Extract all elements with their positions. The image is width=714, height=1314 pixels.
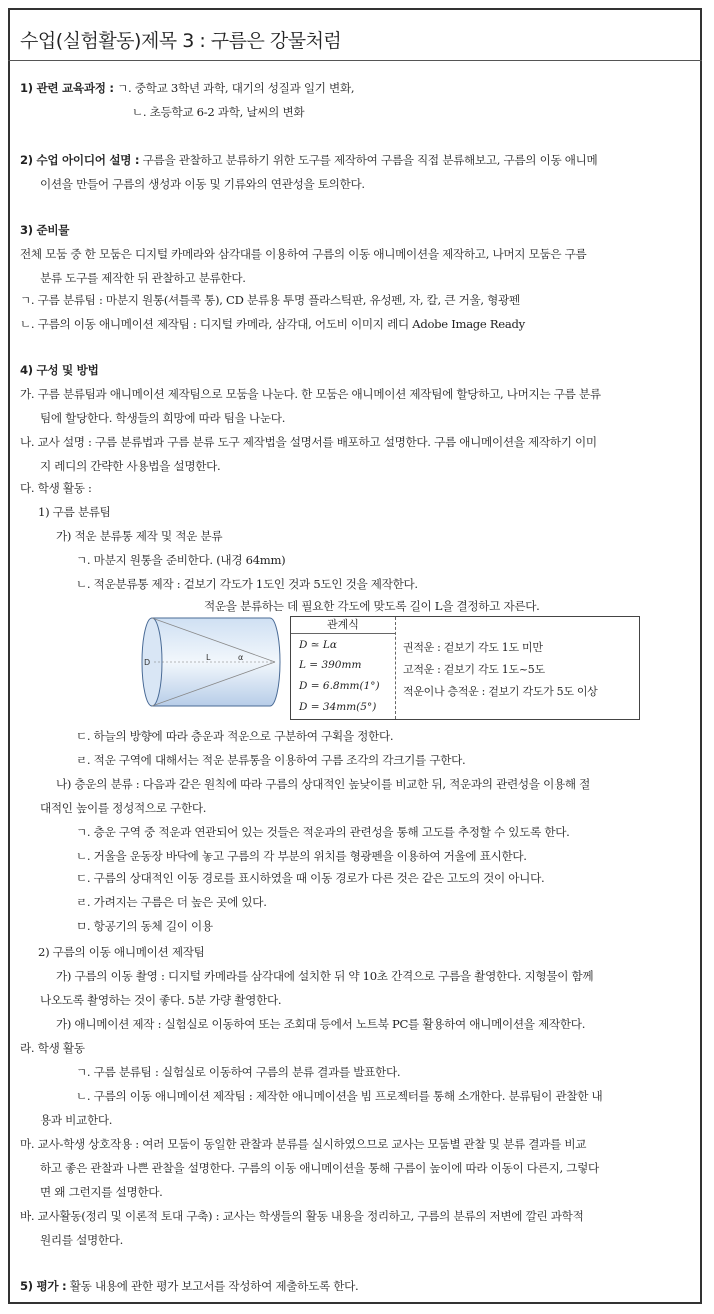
section-2 (20, 152, 597, 168)
section-1-heading: 1) 관련 교육과정 : (20, 81, 114, 95)
section-1-item-2: ㄴ. 초등학교 6-2 과학, 날씨의 변화 (132, 105, 305, 119)
label-d: D (144, 658, 151, 667)
title-divider (8, 60, 702, 61)
section-4-na-2: 지 레디의 간략한 사용법을 설명한다. (40, 459, 221, 473)
formula-heading: 관계식 (291, 617, 395, 634)
section-5-heading: 5) 평가 : (20, 1279, 67, 1293)
section-3-line-3: ㄱ. 구름 분류팀 : 마분지 원통(셔틀콕 통), CD 분류용 투명 플라스틱판, 유성펜, 자, 칼, 큰 거울, 형광펜 (20, 293, 520, 307)
team-2-step-a-2: 나오도록 촬영하는 것이 좋다. 5분 가량 촬영한다. (40, 993, 282, 1007)
team-2-step-a-1: 가) 구름의 이동 촬영 : 디지털 카메라를 삼각대에 설치한 뒤 약 10초 간격으로 구름을 촬영한다. 지형물이 함께 (56, 969, 594, 983)
cylinder-diagram (140, 614, 285, 709)
section-4-ga-2: 팀에 할당한다. 학생들의 희망에 따라 팀을 나눈다. (40, 411, 286, 425)
label-alpha: α (238, 653, 244, 662)
section-2-heading: 2) 수업 아이디어 설명 : (20, 153, 140, 167)
formula-3: D = 6.8mm(1°) (299, 680, 380, 692)
team-1-step-b-c: ㄷ. 구름의 상대적인 이동 경로를 표시하였을 때 이동 경로가 다른 것은 같은 고도의 것이 아니다. (76, 871, 545, 885)
section-4-ma-2: 하고 좋은 관찰과 나쁜 관찰을 설명한다. 구름의 이동 애니메이션을 통해 구름이 높이에 따라 이동이 다른지, 그렇다 (40, 1161, 599, 1175)
section-5-text: 활동 내용에 관한 평가 보고서를 작성하여 제출하도록 한다. (69, 1279, 359, 1293)
formula-1: D ≃ Lα (299, 639, 337, 651)
team-1-step-b-a: ㄱ. 층운 구역 중 적운과 연관되어 있는 것들은 적운과의 관련성을 통해 고도를 추정할 수 있도록 한다. (76, 825, 570, 839)
team-1-step-b-2: 대적인 높이를 정성적으로 구한다. (40, 801, 207, 815)
team-2-title: 2) 구름의 이동 애니메이션 제작팀 (38, 945, 205, 959)
section-2-line-1: 구름을 관찰하고 분류하기 위한 도구를 제작하여 구름을 직접 분류해보고, 구름의 이동 애니메 (142, 153, 598, 167)
section-4-heading: 4) 구성 및 방법 (20, 363, 99, 377)
criterion-3: 적운이나 층적운 : 겉보기 각도가 5도 이상 (403, 685, 598, 698)
team-1-step-b-e: ㅁ. 항공기의 동체 길이 이용 (76, 919, 213, 933)
team-1-step-b-b: ㄴ. 거울을 운동장 바닥에 놓고 구름의 각 부분의 위치를 형광펜을 이용하여 거울에 표시한다. (76, 849, 527, 863)
section-4-da: 다. 학생 활동 : (20, 481, 92, 495)
formula-4: D = 34mm(5°) (299, 701, 377, 713)
team-1-step-a-3: ㄷ. 하늘의 방향에 따라 층운과 적운으로 구분하여 구획을 정한다. (76, 729, 394, 743)
criterion-1: 권적운 : 겉보기 각도 1도 미만 (403, 641, 543, 654)
ra-item-1: ㄱ. 구름 분류팀 : 실험실로 이동하여 구름의 분류 결과를 발표한다. (76, 1065, 401, 1079)
section-5 (20, 1278, 358, 1294)
team-1-step-a-4: ㄹ. 적운 구역에 대해서는 적운 분류통을 이용하여 구름 조각의 각크기를 구한다. (76, 753, 466, 767)
formula-column (291, 617, 396, 719)
team-2-step-b: 가) 애니메이션 제작 : 실험실로 이동하여 또는 조회대 등에서 노트북 PC를 활용하여 애니메이션을 제작한다. (56, 1017, 586, 1031)
section-4-ra: 라. 학생 활동 (20, 1041, 85, 1055)
ra-item-2a: ㄴ. 구름의 이동 애니메이션 제작팀 : 제작한 애니메이션을 빔 프로젝터를 통해 소개한다. 분류팀이 관찰한 내 (76, 1089, 603, 1103)
section-4-ba-2: 원리를 설명한다. (40, 1233, 124, 1247)
section-1-item-1: ㄱ. 중학교 3학년 과학, 대기의 성질과 일기 변화, (117, 81, 355, 95)
team-1-step-b-d: ㄹ. 가려지는 구름은 더 높은 곳에 있다. (76, 895, 267, 909)
team-1-step-b-1: 나) 층운의 분류 : 다음과 같은 원칙에 따라 구름의 상대적인 높낮이를 비교한 뒤, 적운과의 관련성을 이용해 절 (56, 777, 591, 791)
page-title: 수업(실험활동)제목 3 : 구름은 강물처럼 (20, 30, 342, 52)
team-1-step-a-2b: 적운을 분류하는 데 필요한 각도에 맞도록 길이 L을 결정하고 자른다. (204, 599, 540, 613)
formula-box (290, 616, 640, 720)
section-4-ma-3: 면 왜 그런지를 설명한다. (40, 1185, 163, 1199)
section-2-line-2: 이션을 만들어 구름의 생성과 이동 및 기류와의 연관성을 토의한다. (40, 177, 365, 191)
label-l: L (206, 653, 211, 662)
section-4-ga-1: 가. 구름 분류팀과 애니메이션 제작팀으로 모둠을 나눈다. 한 모둠은 애니메이션 제작팀에 할당하고, 나머지는 구름 분류 (20, 387, 601, 401)
section-4-ma-1: 마. 교사-학생 상호작용 : 여러 모둠이 동일한 관찰과 분류를 실시하였으므로 교사는 모둠별 관찰 및 분류 결과를 비교 (20, 1137, 587, 1151)
section-3-line-2: 분류 도구를 제작한 뒤 관찰하고 분류한다. (40, 271, 246, 285)
section-3-line-1: 전체 모둠 중 한 모둠은 디지털 카메라와 삼각대를 이용하여 구름의 이동 애니메이션을 제작하고, 나머지 모둠은 구름 (20, 247, 587, 261)
ra-item-2b: 용과 비교한다. (40, 1113, 113, 1127)
section-3-heading: 3) 준비물 (20, 223, 70, 237)
section-1 (20, 80, 354, 96)
team-1-step-a: 가) 적운 분류통 제작 및 적운 분류 (56, 529, 223, 543)
team-1-step-a-1: ㄱ. 마분지 원통을 준비한다. (내경 64mm) (76, 553, 286, 567)
team-1-step-a-2: ㄴ. 적운분류통 제작 : 겉보기 각도가 1도인 것과 5도인 것을 제작한다. (76, 577, 418, 591)
team-1-title: 1) 구름 분류팀 (38, 505, 111, 519)
section-3-line-4: ㄴ. 구름의 이동 애니메이션 제작팀 : 디지털 카메라, 삼각대, 어도비 이미지 레디 Adobe Image Ready (20, 317, 525, 331)
section-4-ba-1: 바. 교사활동(정리 및 이론적 토대 구축) : 교사는 학생들의 활동 내용을 정리하고, 구름의 분류의 저변에 깔린 과학적 (20, 1209, 584, 1223)
section-4-na-1: 나. 교사 설명 : 구름 분류법과 구름 분류 도구 제작법을 설명서를 배포하고 설명한다. 구름 애니메이션을 제작하기 이미 (20, 435, 597, 449)
formula-2: L = 390mm (299, 659, 362, 671)
criterion-2: 고적운 : 겉보기 각도 1도~5도 (403, 663, 545, 676)
